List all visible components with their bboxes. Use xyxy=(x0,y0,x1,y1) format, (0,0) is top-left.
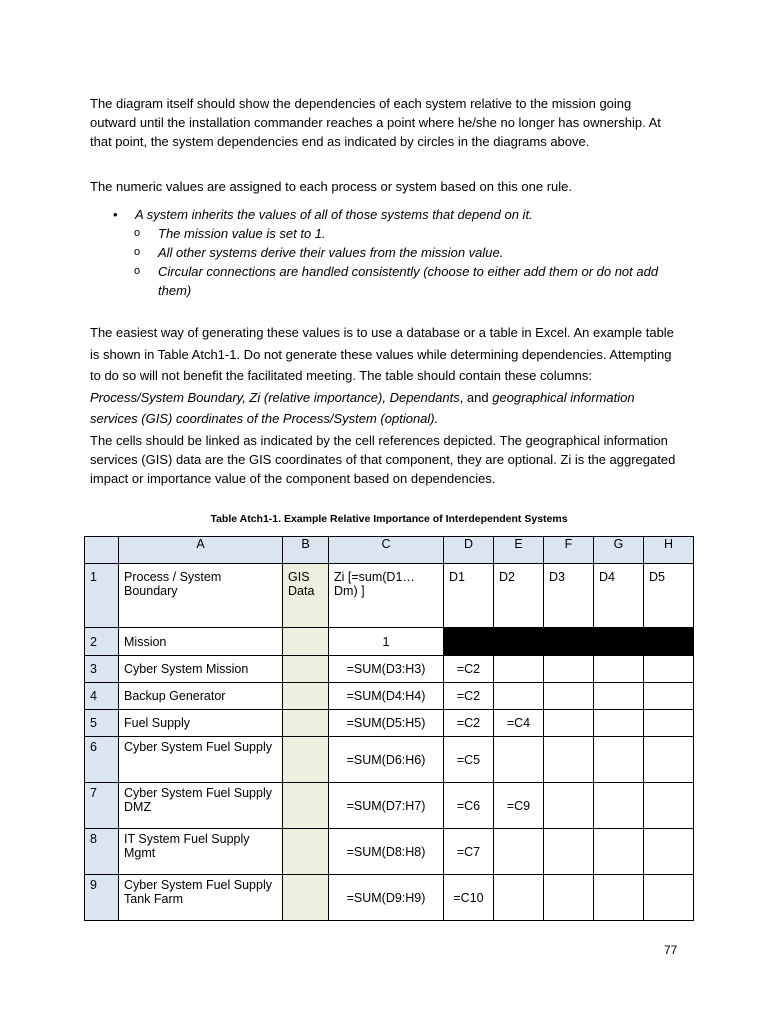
column-letter: F xyxy=(544,537,594,564)
row-number: 8 xyxy=(85,829,119,875)
cell-dependant xyxy=(594,737,644,783)
cell-dependant: =C2 xyxy=(444,710,494,737)
cell-zi-formula: =SUM(D3:H3) xyxy=(329,656,444,683)
table-row xyxy=(85,783,694,829)
table-row xyxy=(85,656,694,683)
cell-process-name: Cyber System Fuel Supply DMZ xyxy=(119,783,283,829)
cell-dependant: =C10 xyxy=(444,875,494,921)
importance-table xyxy=(84,536,694,921)
cell-dependant: =C6 xyxy=(444,783,494,829)
cell-gis-data xyxy=(283,783,329,829)
cell-dependant xyxy=(644,710,694,737)
sub-bullet-text: All other systems derive their values from the mission value. xyxy=(158,245,504,260)
sub-bullet-text: Circular connections are handled consistently (choose to either add them or do not add them) xyxy=(158,264,659,298)
cell-zi-formula: =SUM(D8:H8) xyxy=(329,829,444,875)
sub-bullet-mark: o xyxy=(134,265,141,277)
cell-dependant xyxy=(544,683,594,710)
cell-gis-data xyxy=(283,829,329,875)
row-number: 4 xyxy=(85,683,119,710)
row-number: 1 xyxy=(85,564,119,628)
cell-dependant xyxy=(644,737,694,783)
cell-dependant: =C5 xyxy=(444,737,494,783)
cell-zi-formula: =SUM(D4:H4) xyxy=(329,683,444,710)
column-letter: B xyxy=(283,537,329,564)
cell-dependant xyxy=(494,683,544,710)
table-row xyxy=(85,829,694,875)
cell-process-name: Fuel Supply xyxy=(119,710,283,737)
column-list-text: Process/System Boundary, Zi (relative importance), Dependants xyxy=(90,389,460,405)
cell-dependant: =C2 xyxy=(444,656,494,683)
cell-dependant xyxy=(494,737,544,783)
column-letter: A xyxy=(119,537,283,564)
cell-zi-formula: =SUM(D6:H6) xyxy=(329,737,444,783)
paragraph-numeric-values: The numeric values are assigned to each process or system based on this one rule. xyxy=(90,179,572,194)
cell-dependant xyxy=(594,875,644,921)
header-zi: Zi [=sum(D1…Dm) ] xyxy=(329,564,444,628)
row-number: 7 xyxy=(85,783,119,829)
cell-zi-formula: =SUM(D7:H7) xyxy=(329,783,444,829)
column-letter: G xyxy=(594,537,644,564)
cell-dependant xyxy=(644,656,694,683)
cell-dependant xyxy=(594,783,644,829)
cell-gis-data xyxy=(283,710,329,737)
cell-zi-value: 1 xyxy=(329,628,444,656)
header-dependant: D2 xyxy=(494,564,544,628)
cell-dependant xyxy=(644,783,694,829)
cell-dependant xyxy=(494,829,544,875)
header-gis-data: GIS Data xyxy=(283,564,329,628)
cell-process-name: Cyber System Mission xyxy=(119,656,283,683)
row-number: 9 xyxy=(85,875,119,921)
cell-zi-formula: =SUM(D5:H5) xyxy=(329,710,444,737)
cell-dependant xyxy=(544,737,594,783)
cell-gis-data xyxy=(283,656,329,683)
cell-dependant xyxy=(544,875,594,921)
sub-bullet-mark: o xyxy=(134,246,141,258)
sub-bullet-mark: o xyxy=(134,227,141,239)
cell-dependant xyxy=(644,829,694,875)
cell-dependant xyxy=(494,656,544,683)
cell-zi-formula: =SUM(D9:H9) xyxy=(329,875,444,921)
cell-dependant xyxy=(594,829,644,875)
paragraph-cell-linking: The cells should be linked as indicated by the cell references depicted. The geographical information services (GIS) data are the GIS coordinates of that component, they are optional. Zi is the aggregated impact or importance value of the component based on dependencies. xyxy=(90,433,676,486)
header-dependant: D4 xyxy=(594,564,644,628)
table-caption: Table Atch1-1. Example Relative Importance of Interdependent Systems xyxy=(210,513,568,525)
cell-dependant xyxy=(544,710,594,737)
cell-process-name: Backup Generator xyxy=(119,683,283,710)
table-row-mission xyxy=(85,628,694,656)
table-row xyxy=(85,683,694,710)
paragraph-easiest-way xyxy=(90,322,680,430)
column-letter: E xyxy=(494,537,544,564)
cell-dependant xyxy=(644,875,694,921)
cell-process-name: Cyber System Fuel Supply xyxy=(119,737,283,783)
header-dependant: D5 xyxy=(644,564,694,628)
column-letter: C xyxy=(329,537,444,564)
paragraph-diagram-dependencies: The diagram itself should show the dependencies of each system relative to the mission going outward until the installation commander reaches a point where he/she no longer has ownership. At that point, the system dependencies end as indicated by circles in the diagrams above. xyxy=(90,96,661,149)
page-number: 77 xyxy=(664,943,678,957)
cell-dependant xyxy=(544,656,594,683)
column-letter-row xyxy=(85,537,694,564)
row-number: 5 xyxy=(85,710,119,737)
cell-gis-data xyxy=(283,875,329,921)
paragraph-text: , and xyxy=(459,389,493,405)
cell-dependant xyxy=(594,710,644,737)
corner-cell xyxy=(85,537,119,564)
cell-dependant xyxy=(494,875,544,921)
cell-dependant xyxy=(544,783,594,829)
column-letter: H xyxy=(644,537,694,564)
table-row xyxy=(85,710,694,737)
bullet-text: A system inherits the values of all of those systems that depend on it. xyxy=(135,207,533,222)
header-dependant: D3 xyxy=(544,564,594,628)
sub-bullet-text: The mission value is set to 1. xyxy=(158,226,326,241)
header-process-boundary: Process / System Boundary xyxy=(119,564,283,628)
row-number: 3 xyxy=(85,656,119,683)
cell-dependant: =C7 xyxy=(444,829,494,875)
table-row xyxy=(85,875,694,921)
cell-dependant: =C9 xyxy=(494,783,544,829)
blacked-out-cells xyxy=(444,628,694,656)
header-dependant: D1 xyxy=(444,564,494,628)
cell-process-name: IT System Fuel Supply Mgmt xyxy=(119,829,283,875)
column-letter: D xyxy=(444,537,494,564)
row-number: 6 xyxy=(85,737,119,783)
paragraph-text: The easiest way of generating these values is to use a database or a table in Excel. An example table is shown in Table Atch1-1. Do not generate these values while determining dependencies. Attempting to do so will not benefit the facilitated meeting. The table should contain these columns: xyxy=(90,325,674,383)
cell-dependant xyxy=(644,683,694,710)
cell-dependant xyxy=(544,829,594,875)
cell-gis-data xyxy=(283,683,329,710)
cell-dependant xyxy=(594,656,644,683)
bullet-mark: • xyxy=(113,207,118,222)
column-list-text: geographical information services (GIS) coordinates of the Process/System (optional). xyxy=(90,389,635,426)
table-row xyxy=(85,737,694,783)
cell-gis-data xyxy=(283,628,329,656)
cell-gis-data xyxy=(283,737,329,783)
cell-process-name: Mission xyxy=(119,628,283,656)
cell-dependant xyxy=(594,683,644,710)
row-number: 2 xyxy=(85,628,119,656)
cell-dependant: =C2 xyxy=(444,683,494,710)
cell-process-name: Cyber System Fuel Supply Tank Farm xyxy=(119,875,283,921)
cell-dependant: =C4 xyxy=(494,710,544,737)
table-header-row xyxy=(85,564,694,628)
